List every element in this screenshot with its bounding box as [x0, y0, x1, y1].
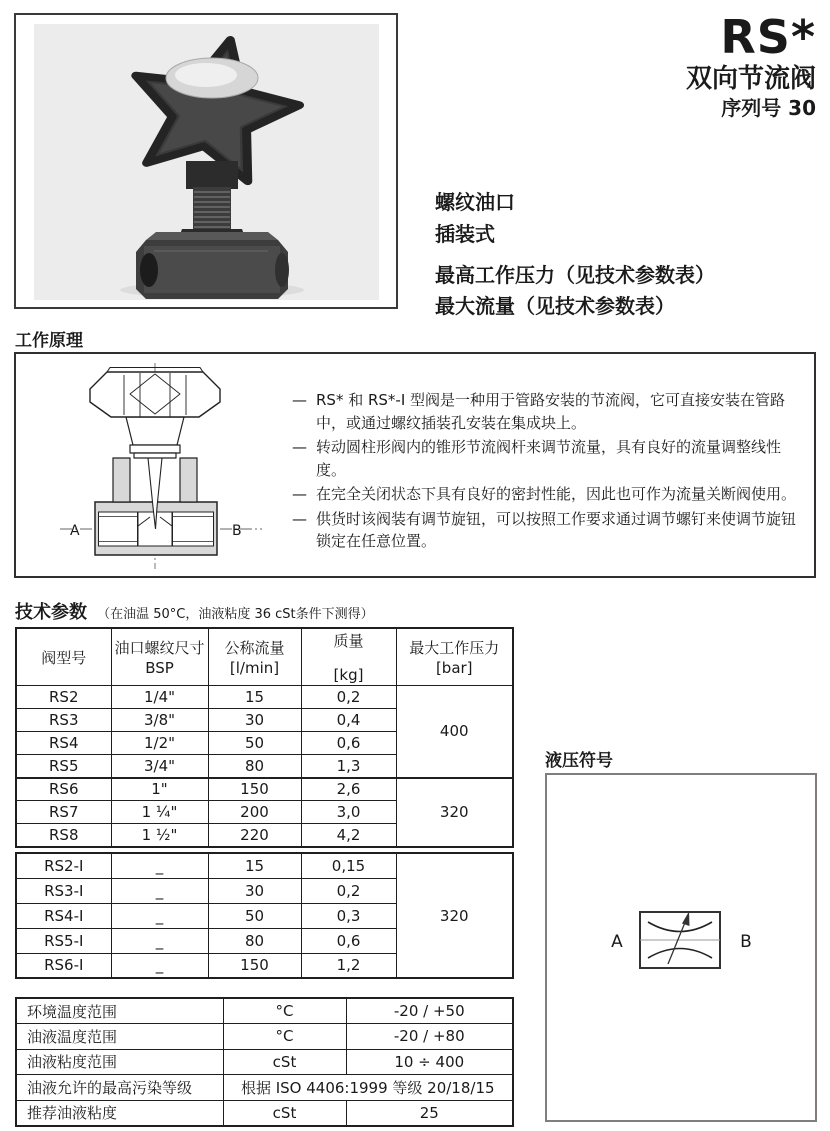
table-row: RS6 1" 150 2,6 320 [16, 778, 513, 801]
title-block [686, 12, 816, 122]
intro-line-cartridge: 插装式 [435, 222, 495, 246]
table-row: RS6-I _ 150 1,2 [16, 953, 513, 978]
tech-params-title: 技术参数 [15, 602, 87, 623]
col-thread: 油口螺纹尺寸 BSP [111, 628, 208, 686]
working-principle-bullets [292, 389, 804, 555]
merged-value-cell: 根据 ISO 4406:1999 等级 20/18/15 [223, 1075, 513, 1101]
intro-flow-note: 最大流量（见技术参数表） [435, 294, 675, 318]
table-row: RS2-I _ 15 0,15 320 [16, 853, 513, 878]
bullet-item: — 在完全关闭状态下具有良好的密封性能，因此也可作为流量关断阀使用。 [292, 483, 804, 506]
table-row: 环境温度范围 °C -20 / +50 [16, 998, 513, 1024]
throttle-valve-symbol [547, 775, 815, 1120]
valve-cross-section-diagram [50, 359, 272, 573]
adjustability-arrow-icon [668, 912, 690, 965]
table-row: RS4 1/2" 50 0,6 [16, 732, 513, 755]
handwheel [90, 368, 220, 418]
upper-throttle-arc [648, 922, 712, 932]
bullet-item: — 转动圆柱形阀内的锥形节流阀杆来调节流量，具有良好的流量调整线性度。 [292, 436, 804, 481]
pressure-group-cell: 320 [396, 778, 513, 847]
threaded-stem [193, 187, 231, 231]
table-row: 油液允许的最高污染等级 根据 ISO 4406:1999 等级 20/18/15 [16, 1075, 513, 1101]
intro-block [435, 186, 715, 322]
valve-photo [16, 15, 396, 307]
table-row: 油液粘度范围 cSt 10 ÷ 400 [16, 1049, 513, 1075]
table-row: RS7 1 ¼" 200 3,0 [16, 801, 513, 824]
table-row: RS5-I _ 80 0,6 [16, 928, 513, 953]
bullet-dash: — [292, 391, 307, 409]
table-row: 油液温度范围 °C -20 / +80 [16, 1024, 513, 1050]
intro-line-ports: 螺纹油口 [435, 190, 515, 214]
port-b-label: B [232, 523, 242, 539]
col-model: 阀型号 [16, 628, 111, 686]
tech-params-subtitle: （在油温 50°C，油液粘度 36 cSt条件下测得） [97, 607, 374, 622]
pressure-group-cell: 320 [396, 853, 513, 978]
working-principle-title: 工作原理 [15, 331, 83, 351]
symbol-port-a-label: A [611, 932, 623, 952]
bullet-dash: — [292, 485, 307, 503]
cartridge-series-table [15, 852, 514, 979]
bullet-dash: — [292, 438, 307, 456]
fluid-properties-table [15, 997, 514, 1127]
header-row [16, 628, 513, 686]
intro-pressure-note: 最高工作压力（见技术参数表） [435, 263, 715, 287]
bullet-item: — RS* 和 RS*-I 型阀是一种用于管路安装的节流阀，它可直接安装在管路中，或通过螺纹插装孔安装在集成块上。 [292, 389, 804, 434]
knob-collar [186, 161, 238, 189]
bullet-dash: — [292, 509, 307, 528]
table-row: RS5 3/4" 80 1,3 [16, 755, 513, 778]
series-number: 序列号 30 [721, 96, 816, 120]
table-row: RS3 3/8" 30 0,4 [16, 709, 513, 732]
col-flow: 公称流量 [l/min] [208, 628, 301, 686]
tech-params-heading [15, 598, 374, 624]
valve-body [136, 232, 289, 299]
symbol-port-b-label: B [740, 932, 752, 952]
table-row: RS3-I _ 30 0,2 [16, 878, 513, 903]
lower-throttle-arc [648, 949, 712, 959]
working-principle-box [14, 352, 816, 578]
model-code: RS* [720, 10, 816, 64]
pressure-group-cell: 400 [396, 686, 513, 778]
col-mass: 质量 [kg] [301, 628, 396, 686]
bullet-item: — 供货时该阀装有调节旋钮，可以按照工作要求通过调节螺钉来使调节旋钮锁定在任意位置。 [292, 508, 804, 553]
product-name: 双向节流阀 [685, 64, 816, 94]
table-row: 推荐油液粘度 cSt 25 [16, 1100, 513, 1126]
table-row: RS4-I _ 50 0,3 [16, 903, 513, 928]
hydraulic-symbol-box [545, 773, 817, 1122]
table-row: RS2 1/4" 15 0,2 400 [16, 686, 513, 709]
main-series-table [15, 627, 514, 848]
product-photo-frame [14, 13, 398, 309]
table-row: RS8 1 ½" 220 4,2 [16, 824, 513, 847]
bonnet [126, 417, 184, 458]
hydraulic-symbol-title: 液压符号 [545, 751, 613, 771]
port-a-label: A [70, 523, 80, 539]
col-pressure: 最大工作压力 [bar] [396, 628, 513, 686]
